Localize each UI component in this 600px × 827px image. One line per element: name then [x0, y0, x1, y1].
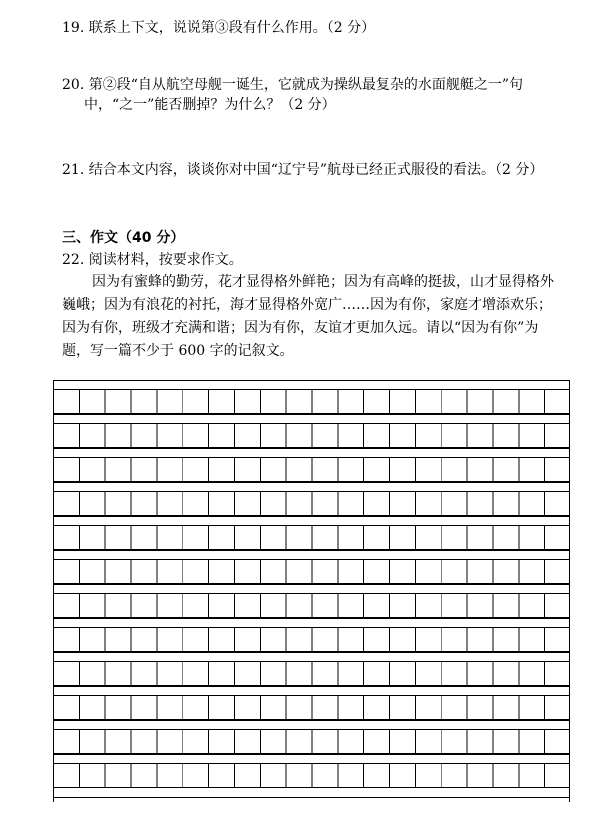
grid-spacer: [54, 516, 569, 525]
question-21: 21. 结合本文内容，谈谈你对中国“辽宁号”航母已经正式服役的看法。（2 分）: [62, 162, 544, 178]
material-paragraph-line-3: 因为有你，班级才充满和谐；因为有你，友谊才更加久远。请以“因为有你”为: [62, 320, 539, 336]
grid-spacer: [54, 720, 569, 729]
grid-spacer: [54, 686, 569, 695]
grid-bottom-line: [54, 797, 569, 798]
grid-row[interactable]: [54, 627, 569, 652]
grid-spacer: [54, 482, 569, 491]
grid-row[interactable]: [54, 525, 569, 550]
grid-spacer: [54, 584, 569, 593]
grid-spacer: [54, 448, 569, 457]
question-20-line-2: 中，“之一”能否删掉？为什么？（2 分）: [84, 97, 336, 113]
section-title: 三、作文（40 分）: [62, 230, 185, 246]
material-paragraph-line-2: 巍峨；因为有浪花的衬托，海才显得格外宽广……因为有你，家庭才增添欢乐；: [62, 297, 552, 313]
grid-spacer: [54, 618, 569, 627]
composition-grid[interactable]: [53, 380, 570, 802]
grid-row[interactable]: [54, 559, 569, 584]
question-22: 22. 阅读材料，按要求作文。: [62, 252, 243, 268]
question-19: 19. 联系上下文，说说第③段有什么作用。（2 分）: [62, 20, 376, 36]
grid-spacer: [54, 754, 569, 763]
question-20-line-1: 20. 第②段“自从航空母舰一诞生，它就成为操纵最复杂的水面舰艇之一”句: [62, 77, 524, 93]
grid-row[interactable]: [54, 763, 569, 788]
material-paragraph-line-4: 题，写一篇不少于 600 字的记叙文。: [62, 343, 294, 359]
material-paragraph-line-1: 因为有蜜蜂的勤劳，花才显得格外鲜艳；因为有高峰的挺拔，山才显得格外: [92, 274, 554, 290]
grid-row[interactable]: [54, 593, 569, 618]
grid-spacer: [54, 380, 569, 389]
grid-spacer: [54, 652, 569, 661]
grid-spacer: [54, 550, 569, 559]
grid-row[interactable]: [54, 491, 569, 516]
grid-row[interactable]: [54, 729, 569, 754]
grid-row[interactable]: [54, 457, 569, 482]
grid-spacer: [54, 414, 569, 423]
grid-row[interactable]: [54, 389, 569, 414]
grid-row[interactable]: [54, 423, 569, 448]
grid-row[interactable]: [54, 695, 569, 720]
grid-row[interactable]: [54, 661, 569, 686]
